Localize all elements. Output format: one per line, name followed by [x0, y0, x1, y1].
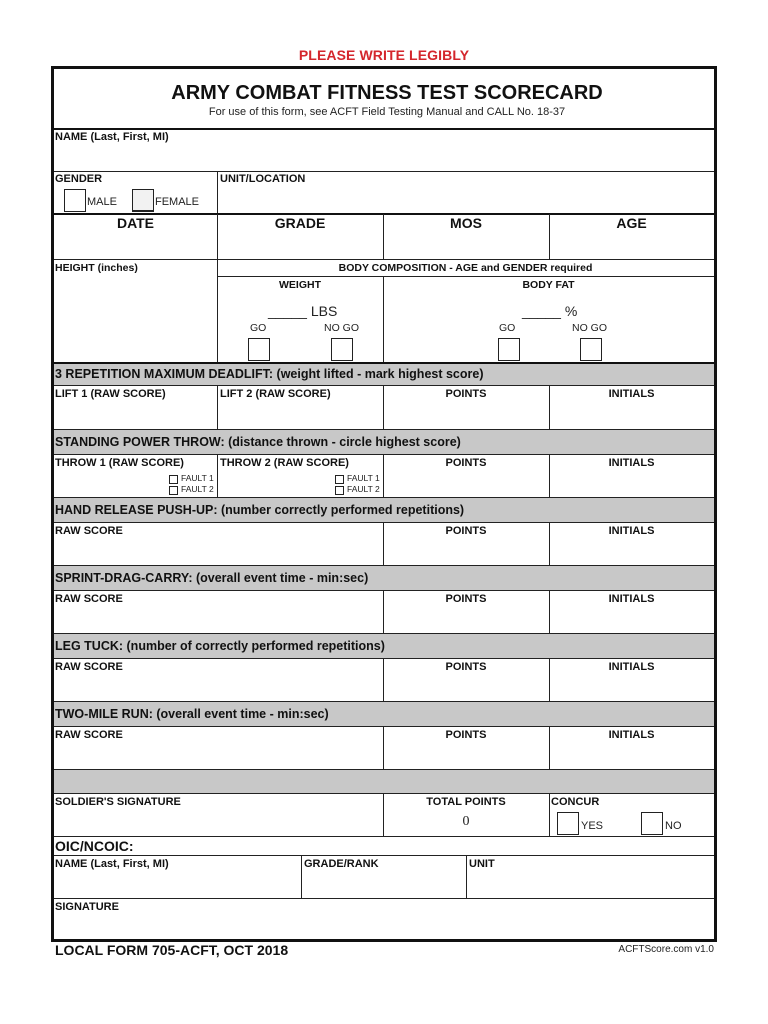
oic-signature-label: SIGNATURE: [55, 901, 119, 913]
form-title: ARMY COMBAT FITNESS TEST SCORECARD: [171, 82, 603, 104]
height-label: HEIGHT (inches): [55, 262, 138, 274]
throw2-fault1-label: FAULT 1: [347, 473, 380, 483]
weight-nogo-checkbox[interactable]: [331, 338, 353, 361]
pushup-title: HAND RELEASE PUSH-UP: (number correctly performed repetitions): [55, 503, 465, 517]
throw1-fault1-label: FAULT 1: [181, 473, 214, 483]
divider: [301, 855, 302, 898]
concur-yes-checkbox[interactable]: [557, 812, 579, 835]
pushup-raw-field[interactable]: [54, 539, 383, 564]
sdc-initials-field[interactable]: [551, 607, 713, 632]
pushup-initials-field[interactable]: [551, 539, 713, 564]
age-field[interactable]: [551, 233, 713, 259]
credit-text: ACFTScore.com v1.0: [618, 944, 714, 955]
soldier-signature-label: SOLDIER'S SIGNATURE: [55, 796, 181, 808]
throw2-fault2-checkbox[interactable]: [335, 486, 344, 495]
divider: [217, 276, 714, 277]
grade-field[interactable]: [219, 233, 383, 259]
unit-location-field[interactable]: [220, 187, 710, 211]
legtuck-raw-field[interactable]: [54, 675, 383, 700]
deadlift-points-field[interactable]: [385, 402, 549, 428]
run-initials-field[interactable]: [551, 743, 713, 768]
legtuck-initials-field[interactable]: [551, 675, 713, 700]
divider: [54, 726, 714, 727]
pushup-initials-label: INITIALS: [608, 525, 655, 537]
run-initials-label: INITIALS: [608, 729, 655, 741]
throw2-fault2-label: FAULT 2: [347, 484, 380, 494]
name-field[interactable]: [54, 143, 714, 171]
weight-input[interactable]: _____ LBS: [268, 303, 338, 319]
oic-grade-label: GRADE/RANK: [304, 858, 379, 870]
oic-unit-label: UNIT: [469, 858, 495, 870]
run-points-field[interactable]: [385, 743, 549, 768]
divider: [217, 259, 218, 362]
concur-no-label: NO: [665, 820, 682, 832]
sdc-points-label: POINTS: [445, 593, 487, 605]
two-mile-run-title: TWO-MILE RUN: (overall event time - min:sec): [55, 707, 329, 721]
oic-title: OIC/NCOIC:: [55, 838, 134, 854]
bodyfat-nogo-label: NO GO: [572, 322, 608, 334]
sprint-drag-carry-title: SPRINT-DRAG-CARRY: (overall event time - min:sec): [55, 571, 369, 585]
divider: [54, 855, 714, 856]
date-field[interactable]: [54, 233, 217, 259]
throw2-fault1-checkbox[interactable]: [335, 475, 344, 484]
deadlift-points-label: POINTS: [445, 388, 487, 400]
oic-unit-field[interactable]: [468, 872, 713, 897]
mos-field[interactable]: [385, 233, 549, 259]
sdc-initials-label: INITIALS: [608, 593, 655, 605]
lift2-label: LIFT 2 (RAW SCORE): [220, 388, 331, 400]
leg-tuck-title: LEG TUCK: (number of correctly performed repetitions): [55, 639, 385, 653]
deadlift-initials-field[interactable]: [551, 402, 713, 428]
male-checkbox[interactable]: [64, 189, 86, 212]
throw1-label: THROW 1 (RAW SCORE): [55, 457, 184, 469]
throw1-fault2-label: FAULT 2: [181, 484, 214, 494]
divider: [54, 128, 714, 130]
divider: [217, 171, 218, 213]
legtuck-points-label: POINTS: [445, 661, 487, 673]
pushup-points-label: POINTS: [445, 525, 487, 537]
section-bar-empty: [54, 770, 714, 793]
pushup-points-field[interactable]: [385, 539, 549, 564]
divider: [217, 385, 218, 429]
throw1-fault1-checkbox[interactable]: [169, 475, 178, 484]
mos-label: MOS: [450, 215, 482, 231]
oic-signature-field[interactable]: [54, 915, 714, 939]
concur-label: CONCUR: [551, 796, 600, 808]
run-points-label: POINTS: [445, 729, 487, 741]
throw-points-label: POINTS: [445, 457, 487, 469]
divider: [217, 454, 218, 497]
divider: [54, 259, 714, 260]
bodyfat-go-label: GO: [499, 322, 516, 334]
form-subtitle: For use of this form, see ACFT Field Testing Manual and CALL No. 18-37: [208, 106, 566, 118]
female-label: FEMALE: [155, 196, 200, 208]
throw-initials-field[interactable]: [551, 471, 713, 496]
divider: [54, 171, 714, 172]
divider: [466, 855, 467, 898]
concur-yes-label: YES: [581, 820, 604, 832]
body-composition-title: BODY COMPOSITION - AGE and GENDER required: [338, 262, 593, 274]
oic-name-label: NAME (Last, First, MI): [55, 858, 169, 870]
sdc-raw-label: RAW SCORE: [55, 593, 123, 605]
lift1-label: LIFT 1 (RAW SCORE): [55, 388, 166, 400]
name-label: NAME (Last, First, MI): [55, 131, 169, 143]
date-label: DATE: [116, 215, 155, 231]
legtuck-initials-label: INITIALS: [608, 661, 655, 673]
power-throw-title: STANDING POWER THROW: (distance thrown - circle highest score): [55, 435, 461, 449]
throw1-fault2-checkbox[interactable]: [169, 486, 178, 495]
sdc-points-field[interactable]: [385, 607, 549, 632]
scorecard-form: [51, 66, 717, 942]
divider: [54, 454, 714, 455]
notice-text: PLEASE WRITE LEGIBLY: [298, 47, 470, 63]
total-points-label: TOTAL POINTS: [426, 796, 506, 808]
deadlift-initials-label: INITIALS: [608, 388, 655, 400]
divider: [54, 522, 714, 523]
throw2-label: THROW 2 (RAW SCORE): [220, 457, 349, 469]
divider: [54, 898, 714, 899]
pushup-raw-label: RAW SCORE: [55, 525, 123, 537]
weight-go-checkbox[interactable]: [248, 338, 270, 361]
form-number: LOCAL FORM 705-ACFT, OCT 2018: [55, 942, 289, 958]
divider: [54, 590, 714, 591]
lift1-field[interactable]: [54, 402, 217, 428]
divider: [54, 385, 714, 386]
oic-grade-field[interactable]: [303, 872, 466, 897]
legtuck-raw-label: RAW SCORE: [55, 661, 123, 673]
divider: [54, 836, 714, 837]
divider: [54, 658, 714, 659]
total-points-value: 0: [462, 814, 470, 829]
soldier-signature-field[interactable]: [54, 810, 383, 835]
age-label: AGE: [616, 215, 647, 231]
weight-nogo-label: NO GO: [324, 322, 360, 334]
divider: [54, 793, 714, 794]
concur-no-checkbox[interactable]: [641, 812, 663, 835]
legtuck-points-field[interactable]: [385, 675, 549, 700]
bodyfat-nogo-checkbox[interactable]: [580, 338, 602, 361]
weight-label: WEIGHT: [279, 279, 321, 291]
female-checkbox[interactable]: [132, 189, 154, 212]
unit-location-label: UNIT/LOCATION: [220, 173, 306, 185]
throw-initials-label: INITIALS: [608, 457, 655, 469]
bodyfat-go-checkbox[interactable]: [498, 338, 520, 361]
male-label: MALE: [87, 196, 117, 208]
run-raw-label: RAW SCORE: [55, 729, 123, 741]
deadlift-title: 3 REPETITION MAXIMUM DEADLIFT: (weight lifted - mark highest score): [55, 367, 484, 381]
divider: [549, 793, 550, 836]
lift2-field[interactable]: [219, 402, 383, 428]
weight-go-label: GO: [250, 322, 267, 334]
oic-name-field[interactable]: [54, 872, 301, 897]
gender-label: GENDER: [55, 173, 103, 185]
throw-points-field[interactable]: [385, 471, 549, 496]
body-fat-input[interactable]: _____ %: [522, 303, 578, 319]
sdc-raw-field[interactable]: [54, 607, 383, 632]
run-raw-field[interactable]: [54, 743, 383, 768]
grade-label: GRADE: [274, 215, 326, 231]
height-field[interactable]: [54, 275, 217, 361]
body-fat-label: BODY FAT: [522, 279, 575, 291]
